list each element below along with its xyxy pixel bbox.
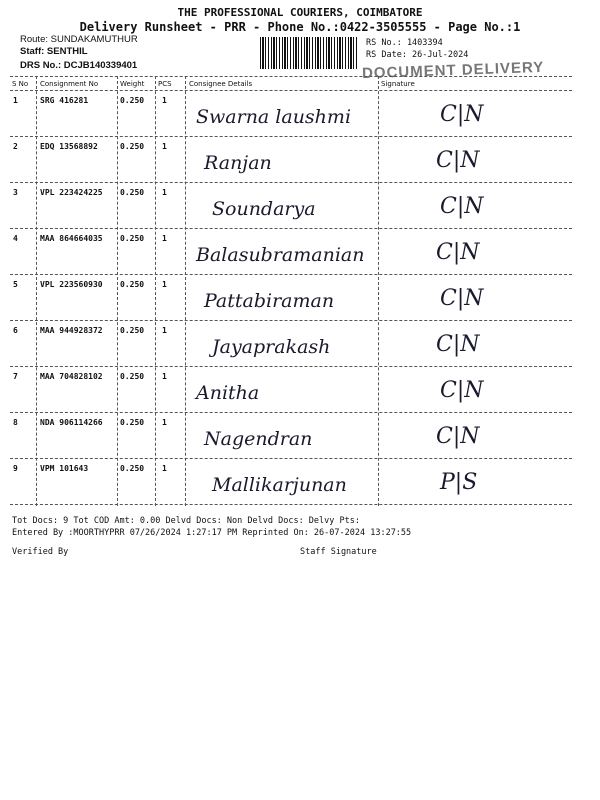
delivery-signature: C|N (436, 332, 480, 357)
consignee-signature: Anitha (196, 382, 260, 404)
row-serial-number: 1 (13, 96, 18, 105)
consignment-number: VPM 101643 (40, 464, 89, 473)
column-divider (378, 76, 379, 506)
rs-number: RS No.: 1403394 (366, 38, 443, 48)
row-serial-number: 9 (13, 464, 18, 473)
staff-label: Staff: SENTHIL (20, 46, 88, 57)
pcs-count: 1 (162, 96, 167, 105)
consignment-number: MAA 704828102 (40, 372, 103, 381)
consignee-signature: Mallikarjunan (212, 474, 347, 496)
rs-date: RS Date: 26-Jul-2024 (366, 50, 469, 60)
header-rule (10, 90, 572, 91)
delivery-signature: C|N (436, 424, 480, 449)
route-label: Route: SUNDAKAMUTHUR (20, 34, 138, 45)
row-rule (10, 458, 572, 459)
company-name: THE PROFESSIONAL COURIERS, COIMBATORE (177, 6, 423, 19)
weight-value: 0.250 (120, 280, 145, 289)
column-header: Consignee Details (189, 80, 253, 88)
row-rule (10, 412, 572, 413)
delivery-signature: C|N (436, 240, 480, 265)
consignment-number: VPL 223560930 (40, 280, 103, 289)
weight-value: 0.250 (120, 188, 145, 197)
row-serial-number: 5 (13, 280, 18, 289)
row-rule (10, 366, 572, 367)
row-rule (10, 274, 572, 275)
column-header: Consignment No (40, 80, 99, 88)
weight-value: 0.250 (120, 96, 145, 105)
weight-value: 0.250 (120, 464, 145, 473)
row-serial-number: 6 (13, 326, 18, 335)
pcs-count: 1 (162, 464, 167, 473)
pcs-count: 1 (162, 280, 167, 289)
pcs-count: 1 (162, 372, 167, 381)
column-header: Weight (120, 80, 145, 88)
delivery-signature: C|N (436, 148, 480, 173)
row-rule (10, 182, 572, 183)
row-rule (10, 228, 572, 229)
consignee-signature: Pattabiraman (204, 290, 335, 312)
pcs-count: 1 (162, 234, 167, 243)
column-header: S No (12, 80, 29, 88)
delivery-signature: C|N (440, 102, 484, 127)
row-rule (10, 504, 572, 505)
consignee-signature: Swarna laushmi (196, 106, 352, 128)
entered-by-line: Entered By :MOORTHYPRR 07/26/2024 1:27:17 PM Reprinted On: 26-07-2024 13:27:55 (12, 528, 412, 538)
column-divider (155, 76, 156, 506)
column-divider (185, 76, 186, 506)
document-delivery-stamp: DOCUMENT DELIVERY (361, 58, 545, 83)
consignee-signature: Soundarya (212, 198, 316, 220)
column-divider (36, 76, 37, 506)
row-rule (10, 320, 572, 321)
weight-value: 0.250 (120, 372, 145, 381)
delivery-signature: C|N (440, 286, 484, 311)
row-rule (10, 136, 572, 137)
row-serial-number: 3 (13, 188, 18, 197)
consignment-number: NDA 906114266 (40, 418, 103, 427)
column-divider (117, 76, 118, 506)
runsheet-subtitle: Delivery Runsheet - PRR - Phone No.:0422-3505555 - Page No.:1 (79, 20, 521, 34)
weight-value: 0.250 (120, 418, 145, 427)
consignment-number: EDQ 13568892 (40, 142, 98, 151)
weight-value: 0.250 (120, 234, 145, 243)
row-serial-number: 8 (13, 418, 18, 427)
pcs-count: 1 (162, 418, 167, 427)
consignment-number: MAA 944928372 (40, 326, 103, 335)
pcs-count: 1 (162, 326, 167, 335)
barcode (260, 37, 358, 69)
consignment-number: MAA 864664035 (40, 234, 103, 243)
weight-value: 0.250 (120, 326, 145, 335)
delivery-signature: P|S (440, 470, 478, 495)
staff-signature-label: Staff Signature (300, 547, 377, 557)
column-header: Signature (381, 80, 415, 88)
verified-by-label: Verified By (12, 547, 69, 557)
consignment-number: SRG 416281 (40, 96, 89, 105)
consignment-number: VPL 223424225 (40, 188, 103, 197)
totals-line: Tot Docs: 9 Tot COD Amt: 0.00 Delvd Docs: Non Delvd Docs: Delvy Pts: (12, 516, 360, 526)
delivery-signature: C|N (440, 194, 484, 219)
pcs-count: 1 (162, 188, 167, 197)
delivery-signature: C|N (440, 378, 484, 403)
row-serial-number: 2 (13, 142, 18, 151)
row-serial-number: 4 (13, 234, 18, 243)
column-header: PCS (158, 80, 172, 88)
consignee-signature: Ranjan (204, 152, 272, 174)
consignee-signature: Balasubramanian (196, 244, 365, 266)
pcs-count: 1 (162, 142, 167, 151)
weight-value: 0.250 (120, 142, 145, 151)
consignee-signature: Jayaprakash (212, 336, 331, 358)
row-serial-number: 7 (13, 372, 18, 381)
consignee-signature: Nagendran (204, 428, 313, 450)
drs-number: DRS No.: DCJB140339401 (20, 60, 138, 71)
table-top-rule (10, 76, 572, 77)
